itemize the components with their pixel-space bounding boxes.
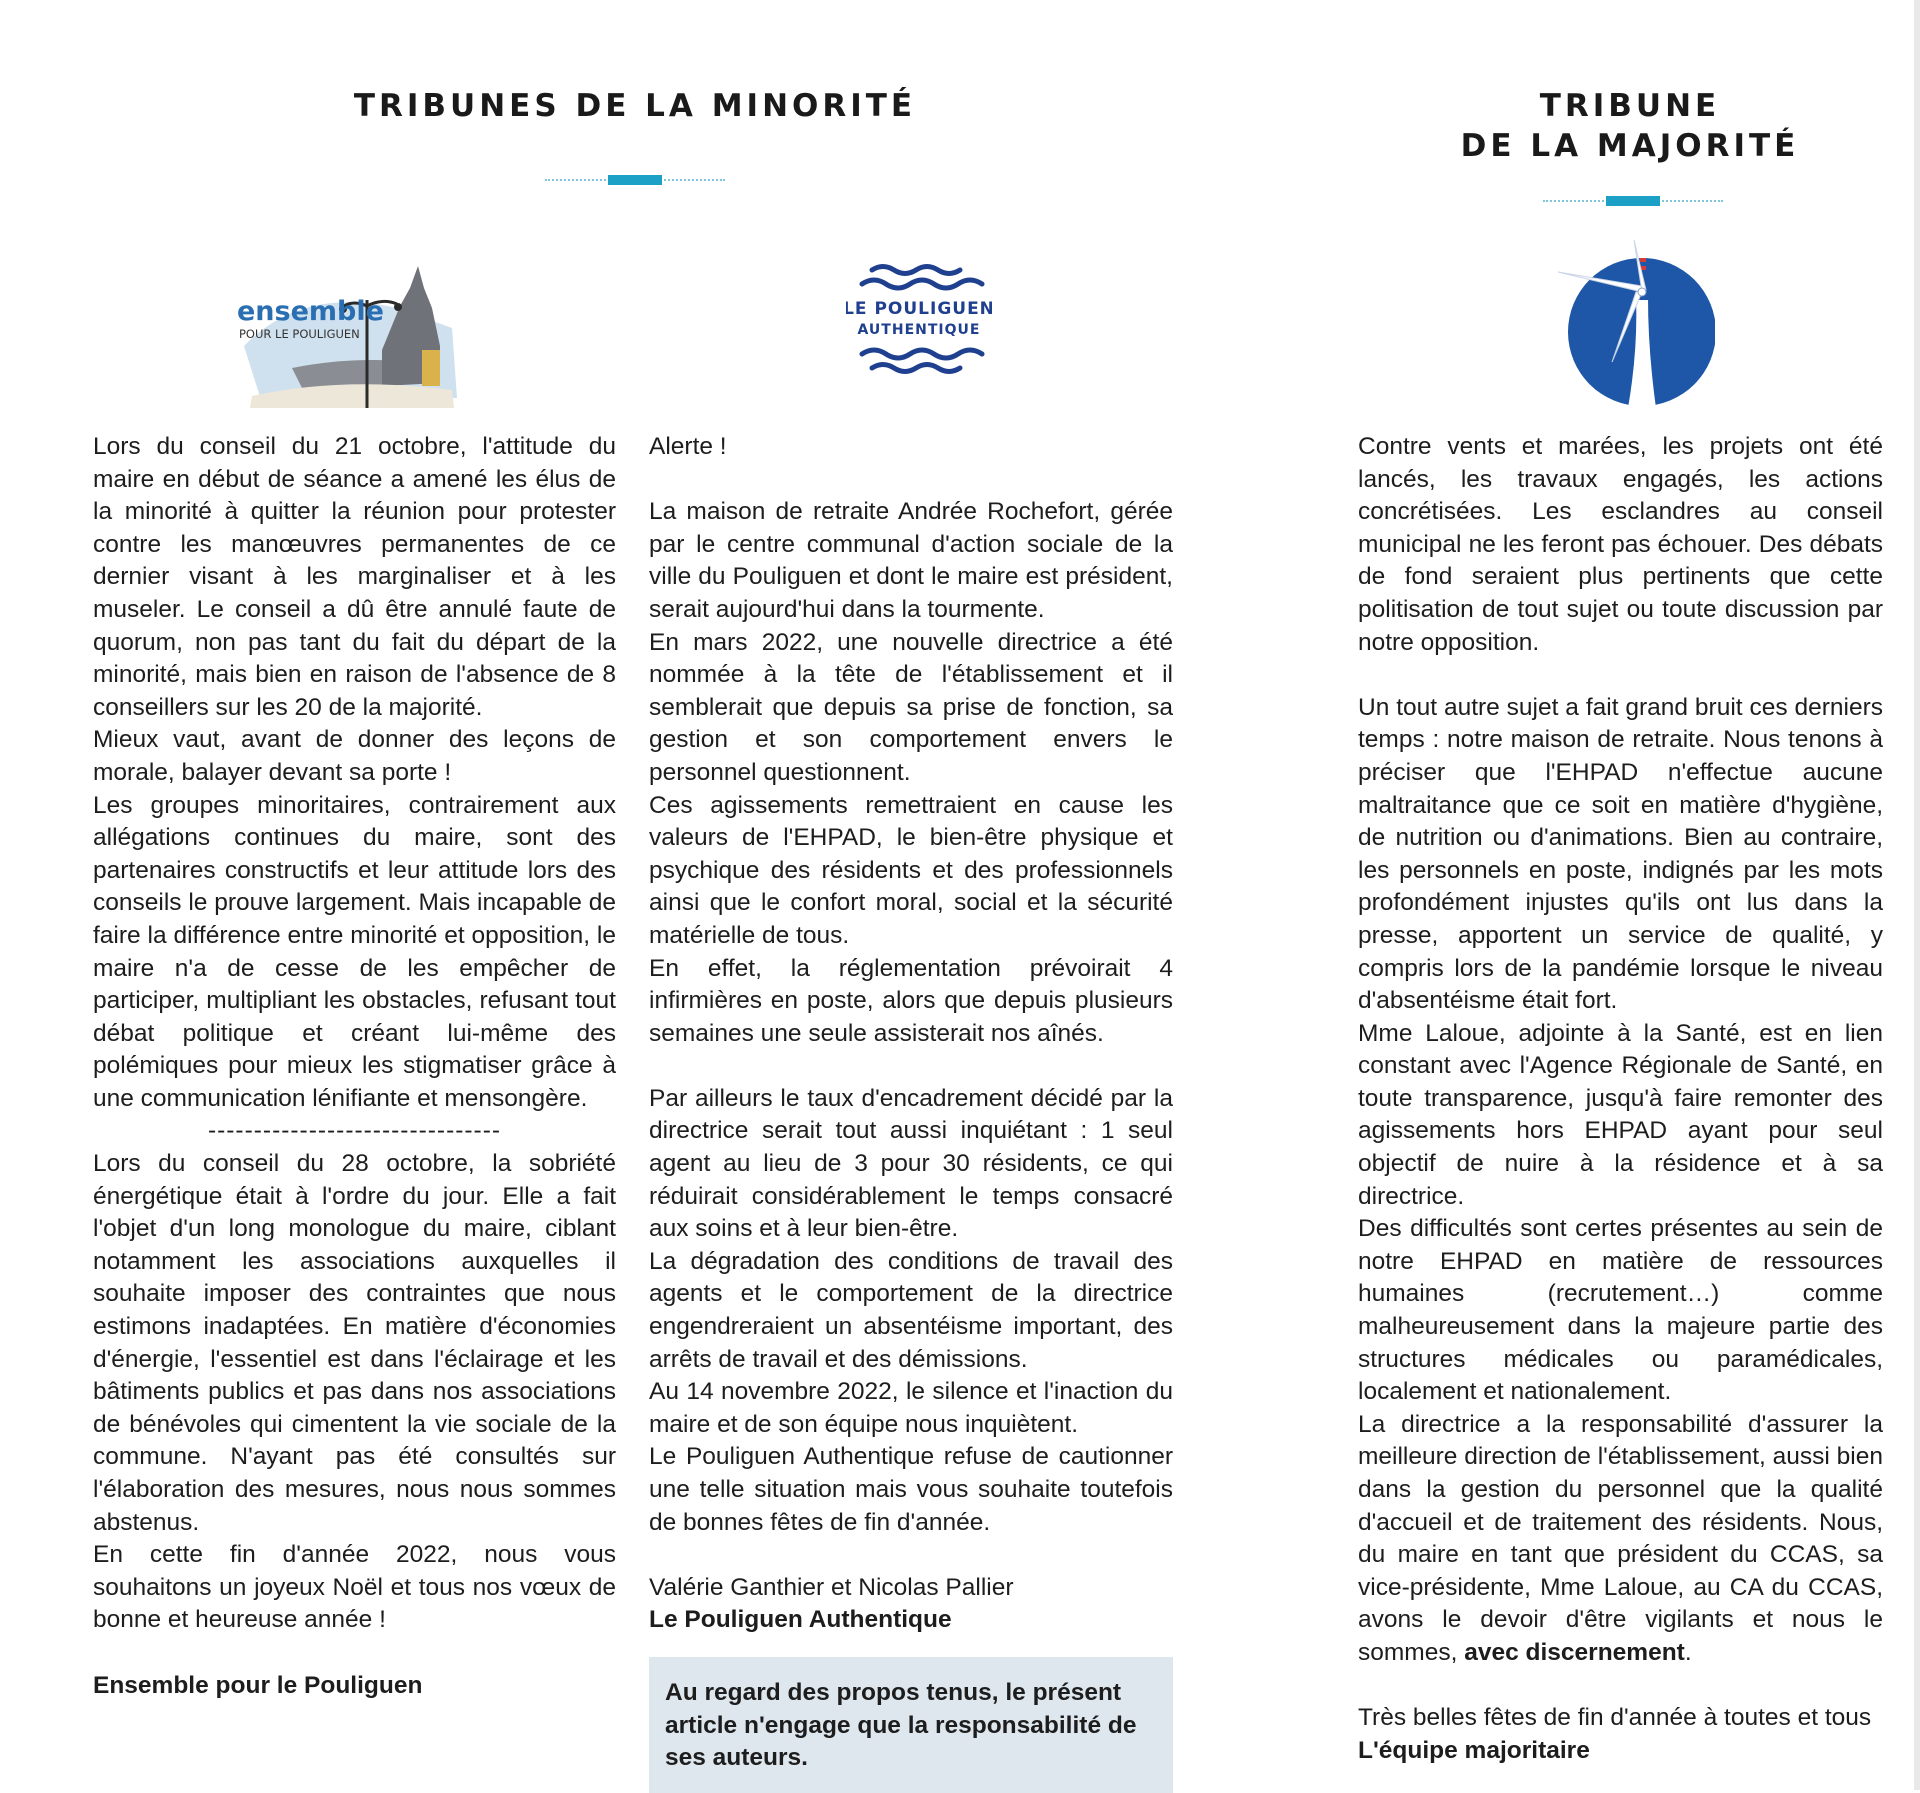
paragraph: Le Pouliguen Authentique refuse de cautionner une telle situation mais vous souhaite toutefois de bonnes fêtes de fin d'année. — [649, 1443, 1173, 1536]
paragraph-text: La directrice a la responsabilité d'assurer la meilleure direction de l'établissement, aussi bien dans la gestion du personnel que la qualité d'accueil et de traitement des résidents. Nous, du maire en tant que président du CCAS, sa vice-présidente, Mme Laloue, au CA du CCAS, avons le devoir d'être vigilants et nous le sommes, — [1358, 1410, 1883, 1666]
paragraph: Mieux vaut, avant de donner des leçons de morale, balayer devant sa porte ! — [93, 726, 616, 786]
signature-group: Le Pouliguen Authentique — [649, 1606, 952, 1634]
closing-wishes: Très belles fêtes de fin d'année à toutes et tous — [1358, 1704, 1872, 1732]
majority-logo-graphic — [1550, 240, 1715, 410]
paragraph: Mme Laloue, adjointe à la Santé, est en lien constant avec l'Agence Régionale de Santé, en toute transparence, jusqu'à faire remonter des agissements hors EHPAD ayant pour seul objectif de nuire à la résidence et à sa directrice. — [1358, 1019, 1883, 1210]
authentique-logo-graphic — [846, 262, 992, 380]
paragraph: La dégradation des conditions de travail des agents et le comportement de la directrice engendreraient un absentéisme important, des arrêts de travail et des démissions. — [649, 1247, 1173, 1373]
majority-logo — [1550, 240, 1715, 410]
paragraph: Au 14 novembre 2022, le silence et l'inaction du maire et de son équipe nous inquiètent. — [649, 1378, 1173, 1438]
paragraph: La maison de retraite Andrée Rochefort, gérée par le centre communal d'action sociale de la ville du Pouliguen et dont le maire est président, serait aujourd'hui dans la tourmente. — [649, 498, 1173, 623]
minority-divider — [545, 173, 725, 187]
minority-column-authentique — [649, 431, 1173, 1793]
ensemble-logo — [232, 258, 472, 408]
signature: Ensemble pour le Pouliguen — [93, 1671, 423, 1699]
page-edge — [1914, 0, 1920, 1790]
paragraph: Ces agissements remettraient en cause les valeurs de l'EHPAD, le bien-être physique et psychique des résidents et des professionnels ainsi que le confort moral, social et la sécurité matérielle de tous. — [649, 791, 1173, 949]
authentique-logo-line2: AUTHENTIQUE — [857, 322, 981, 338]
paragraph: Lors du conseil du 28 octobre, la sobriété énergétique était à l'ordre du jour. Elle a fait l'objet d'un long monologue du maire, ciblant notamment les associations auxquelles il souhaite imposer des contraintes que nous estimons inadaptées. En matière d'économies d'énergie, l'essentiel est dans l'éclairage et les bâtiments publics et pas dans nos associations de bénévoles qui cimentent la vie sociale de la commune. N'ayant pas été consultés sur l'élaboration des mesures, nous nous sommes abstenus. — [93, 1150, 616, 1536]
paragraph: Les groupes minoritaires, contrairement aux allégations continues du maire, sont des partenaires constructifs et leur attitude lors des conseils le prouve largement. Mais incapable de faire la différence entre minorité et opposition, le maire n'a de cesse de les empêcher de participer, multipliant les obstacles, refusant tout débat politique et créant lui-même des polémiques pour mieux les stigmatiser grâce à une communication lénifiante et mensongère. — [93, 791, 616, 1112]
signature: L'équipe majoritaire — [1358, 1736, 1590, 1764]
paragraph: En effet, la réglementation prévoirait 4 infirmières en poste, alors que depuis plusieurs semaines une seule assisterait nos aînés. — [649, 954, 1173, 1047]
ensemble-logo-subtitle: POUR LE POULIGUEN — [239, 327, 360, 341]
signature-names: Valérie Ganthier et Nicolas Pallier — [649, 1573, 1014, 1601]
majority-heading-line2: DE LA MAJORITÉ — [1460, 128, 1800, 165]
paragraph: Lors du conseil du 21 octobre, l'attitude du maire en début de séance a amené les élus de la minorité à quitter la réunion pour protester contre les manœuvres permanentes de ce dernier visant à les marginaliser et à les museler. Le conseil a dû être annulé faute de quorum, non pas tant du fait du départ de la minorité, mais bien en raison de l'absence de 8 conseillers sur les 20 de la majorité. — [93, 433, 616, 721]
majority-heading — [1420, 86, 1840, 167]
majority-heading-line1: TRIBUNE — [1539, 88, 1721, 124]
majority-column — [1358, 431, 1883, 1767]
paragraph: Par ailleurs le taux d'encadrement décidé par la directrice serait tout aussi inquiétant : 1 seul agent au lieu de 3 pour 30 résidents, ce qui réduirait considérablement le temps consacré aux soins et à leur bien-être. — [649, 1084, 1173, 1243]
paragraph: En mars 2022, une nouvelle directrice a été nommée à la tête de l'établissement et il semblerait que depuis sa prise de fonction, sa gestion et son comportement envers le personnel questionnent. — [649, 628, 1173, 786]
minority-heading: TRIBUNES DE LA MINORITÉ — [353, 88, 917, 124]
ensemble-logo-graphic — [232, 258, 472, 408]
disclaimer-note: Au regard des propos tenus, le présent article n'engage que la responsabilité de ses auteurs. — [649, 1657, 1173, 1793]
paragraph-end: . — [1684, 1638, 1692, 1666]
majority-divider — [1543, 194, 1723, 208]
paragraph-emphasis: avec discernement — [1464, 1638, 1685, 1666]
authentique-logo-line1: LE POULIGUEN — [846, 299, 992, 319]
minority-column-ensemble — [93, 431, 616, 1702]
authentique-logo — [846, 262, 992, 380]
paragraph: Des difficultés sont certes présentes au sein de notre EHPAD en matière de ressources humaines (recrutement…) comme malheureusement dans la majeure partie des structures médicales ou paramédicales, localement et nationalement. — [1358, 1215, 1883, 1406]
ensemble-logo-title: ensemble — [237, 296, 384, 327]
paragraph: Un tout autre sujet a fait grand bruit ces derniers temps : notre maison de retraite. Nous tenons à préciser que l'EHPAD n'effectue aucune maltraitance que ce soit en matière d'hygiène, de nutrition ou d'animations. Bien au contraire, les personnels en poste, indignés par les mots profondément injustes qu'ils ont lus dans la presse, apportent un service de qualité, y compris lors de la pandémie lorsque le niveau d'absentéisme était fort. — [1358, 693, 1883, 1015]
separator: -------------------------------- — [207, 1117, 502, 1145]
paragraph: Alerte ! — [649, 433, 727, 460]
paragraph — [1358, 1409, 1883, 1670]
paragraph: En cette fin d'année 2022, nous vous souhaitons un joyeux Noël et tous nos vœux de bonne et heureuse année ! — [93, 1541, 616, 1634]
paragraph: Contre vents et marées, les projets ont été lancés, les travaux engagés, les actions concrétisées. Les esclandres au conseil municipal ne les feront pas échouer. Des débats de fond seraient plus pertinents que cette politisation de tout sujet ou toute discussion par notre opposition. — [1358, 433, 1883, 656]
